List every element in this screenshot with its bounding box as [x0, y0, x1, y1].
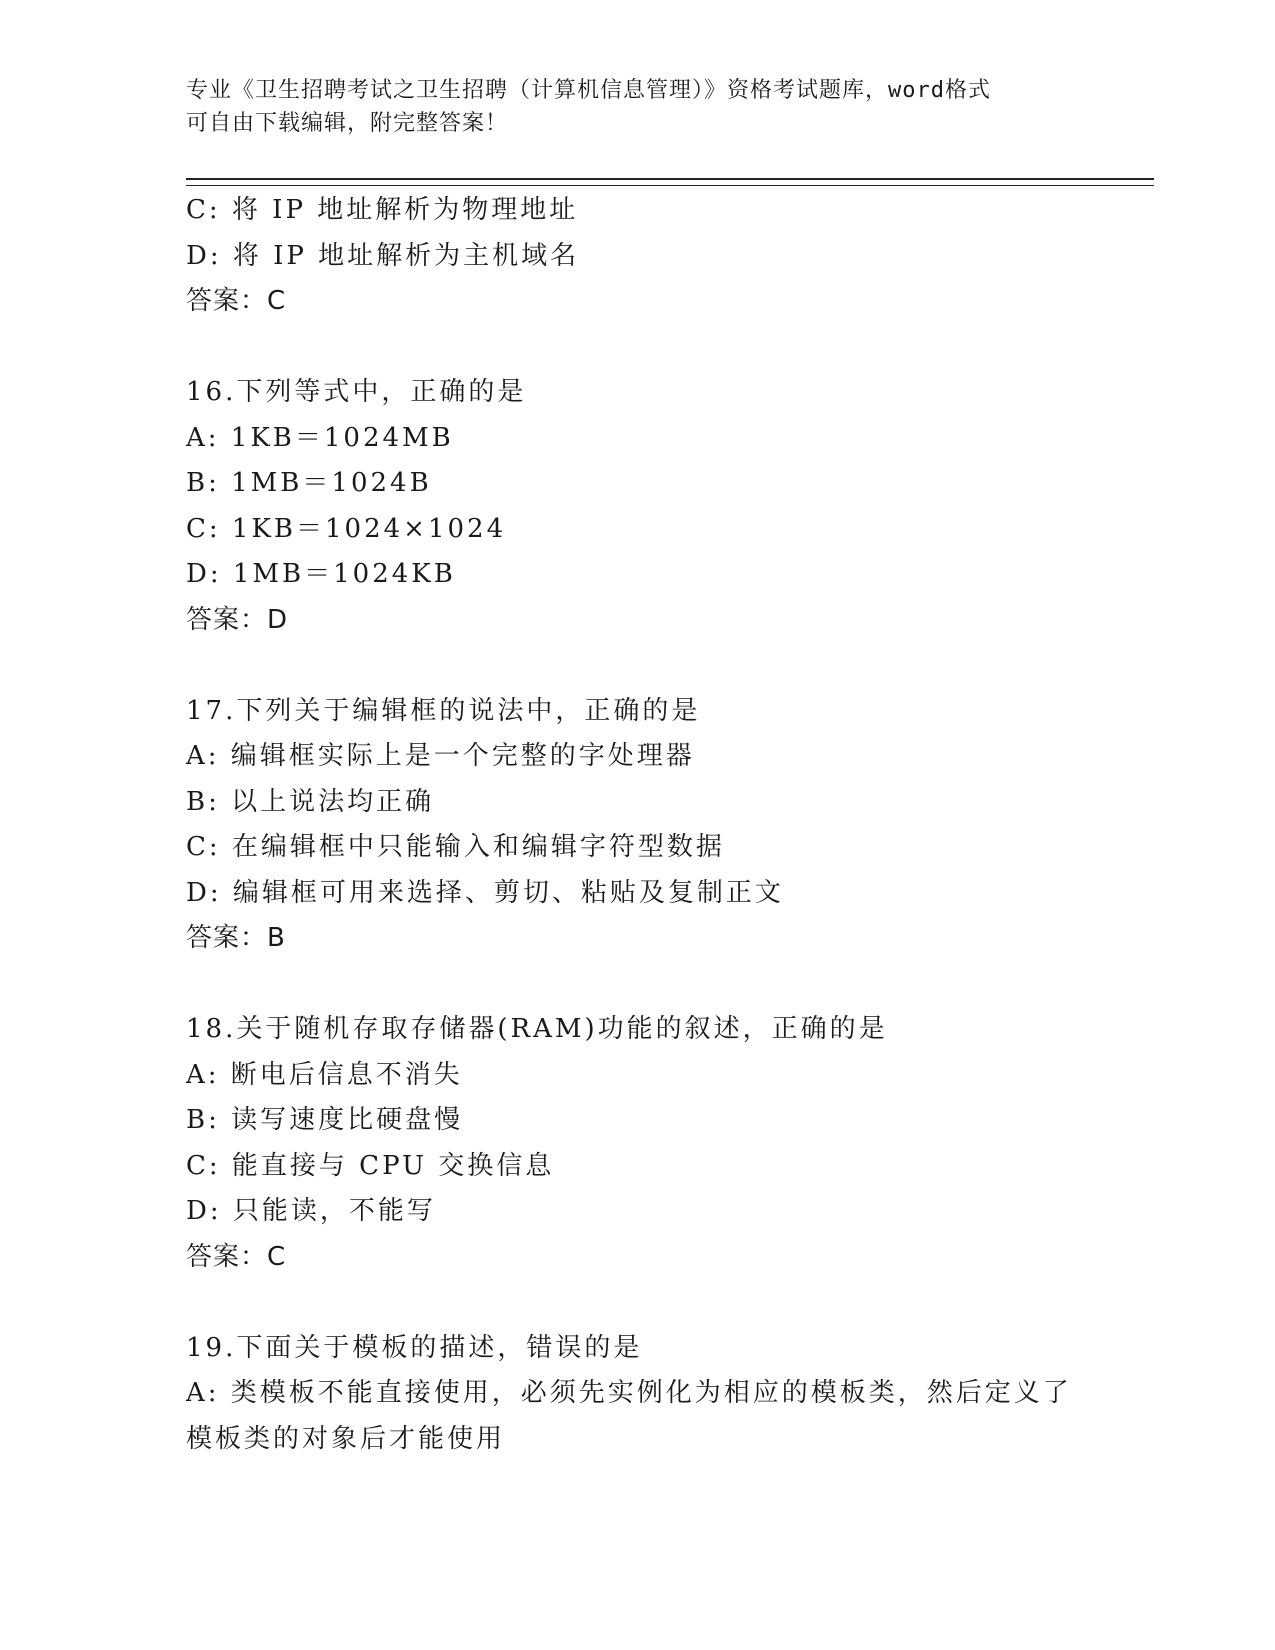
option-a: A: 断电后信息不消失: [186, 1059, 463, 1090]
question-18: [186, 1007, 1086, 1280]
answer: 答案：D: [186, 604, 289, 635]
header-line-2: 可自由下载编辑，附完整答案！: [186, 111, 509, 136]
option-a: A: 1KB＝1024MB: [186, 422, 454, 453]
spacer: [186, 643, 1086, 689]
option-c: C: 在编辑框中只能输入和编辑字符型数据: [186, 832, 725, 862]
option-d: D: 将 IP 地址解析为主机域名: [186, 240, 580, 271]
question-17: [186, 689, 1086, 962]
header-line-1: 专业《卫生招聘考试之卫生招聘（计算机信息管理）》资格考试题库，word格式: [186, 78, 991, 103]
question-16: [186, 370, 1086, 643]
answer: 答案：B: [186, 923, 286, 953]
spacer: [186, 325, 1086, 371]
question-text: 17.下列关于编辑框的说法中，正确的是: [186, 695, 701, 726]
option-d: D: 编辑框可用来选择、剪切、粘贴及复制正文: [186, 877, 784, 908]
question-15: [186, 188, 1086, 325]
answer: 答案：C: [186, 286, 287, 316]
option-a-line-2: 模板类的对象后才能使用: [186, 1423, 506, 1454]
option-b: B: 读写速度比硬盘慢: [186, 1105, 464, 1135]
option-d: D: 1MB＝1024KB: [186, 559, 456, 589]
option-c: C: 能直接与 CPU 交换信息: [186, 1150, 555, 1181]
option-b: B: 以上说法均正确: [186, 786, 435, 817]
option-a: A: 编辑框实际上是一个完整的字处理器: [186, 741, 695, 771]
option-b: B: 1MB＝1024B: [186, 468, 432, 498]
option-c: C: 1KB＝1024×1024: [186, 513, 507, 544]
question-text: 19.下面关于模板的描述，错误的是: [186, 1332, 643, 1363]
header-divider: [186, 178, 1154, 186]
option-c: C: 将 IP 地址解析为物理地址: [186, 195, 579, 225]
question-text: 16.下列等式中，正确的是: [186, 377, 527, 407]
option-d: D: 只能读，不能写: [186, 1196, 436, 1226]
page-header: [186, 74, 1086, 140]
question-list: [186, 188, 1086, 1462]
answer: 答案：C: [186, 1241, 287, 1272]
option-a-line-1: A: 类模板不能直接使用，必须先实例化为相应的模板类，然后定义了: [186, 1378, 1072, 1408]
question-19: [186, 1326, 1086, 1463]
spacer: [186, 962, 1086, 1008]
question-text: 18.关于随机存取存储器(RAM)功能的叙述，正确的是: [186, 1014, 888, 1044]
spacer: [186, 1280, 1086, 1326]
